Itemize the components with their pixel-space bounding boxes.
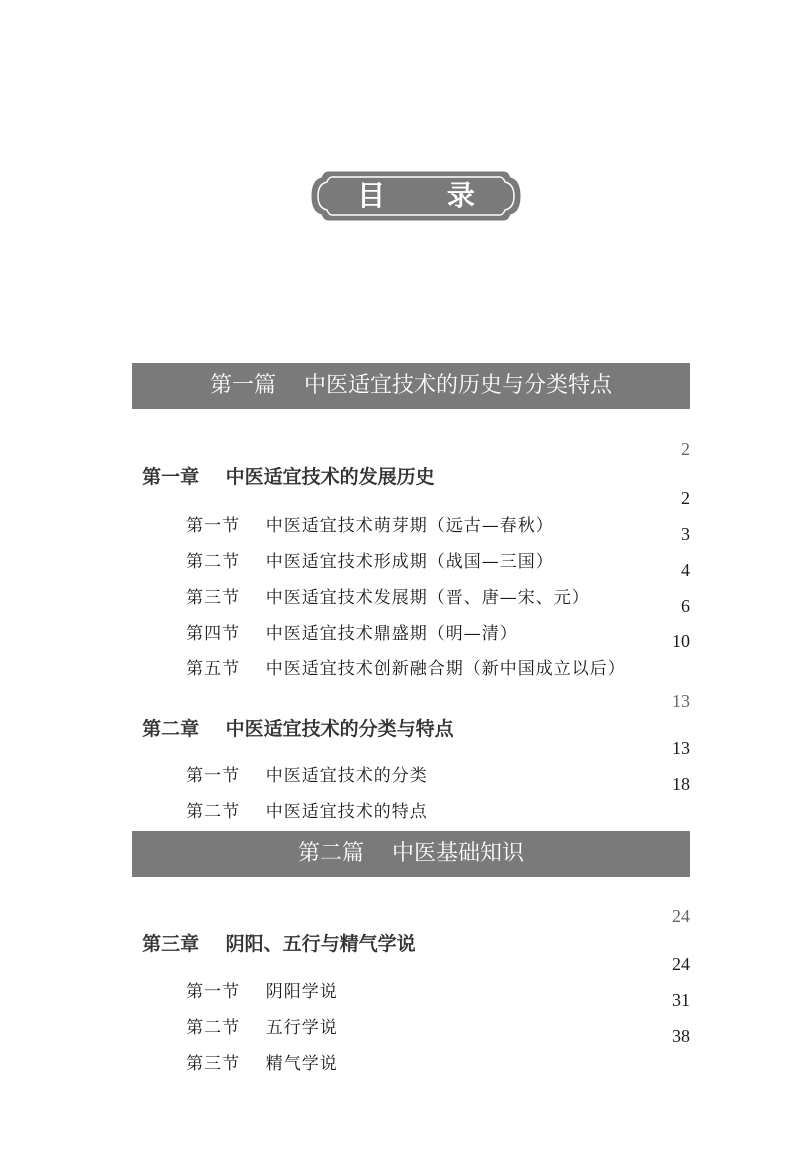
section-title: 第二节 五行学说 — [186, 1018, 338, 1038]
toc-section-entry[interactable] — [176, 520, 690, 572]
toc-section-entry[interactable] — [176, 556, 690, 608]
section-title: 第一节 阴阳学说 — [186, 982, 338, 1002]
page-number: 2 — [681, 439, 690, 459]
part-banner: 第一篇 中医适宜技术的历史与分类特点 — [132, 363, 690, 409]
toc-chapter-entry[interactable] — [132, 435, 690, 488]
page-number: 4 — [681, 560, 690, 580]
section-title: 第四节 中医适宜技术鼎盛期（明—清） — [186, 624, 518, 644]
section-title: 第一节 中医适宜技术的分类 — [186, 766, 428, 786]
section-title: 第五节 中医适宜技术创新融合期（新中国成立以后） — [186, 659, 626, 679]
page-number: 24 — [672, 906, 690, 926]
toc-section-entry[interactable] — [176, 484, 690, 536]
toc-chapter-entry[interactable] — [132, 687, 690, 740]
toc-section-entry[interactable] — [176, 627, 690, 679]
toc-chapter-entry[interactable] — [132, 902, 690, 955]
page-number: 38 — [672, 1026, 690, 1046]
page-number: 10 — [672, 631, 690, 651]
page-number: 24 — [672, 954, 690, 974]
page-number: 6 — [681, 596, 690, 616]
page-number: 2 — [681, 488, 690, 508]
page-number: 13 — [672, 738, 690, 758]
chapter-title: 第三章 阴阳、五行与精气学说 — [142, 933, 416, 955]
toc-section-entry[interactable] — [176, 1022, 690, 1074]
toc-section-entry[interactable] — [176, 770, 690, 822]
chapter-title: 第二章 中医适宜技术的分类与特点 — [142, 718, 454, 740]
page-number: 31 — [672, 990, 690, 1010]
section-title: 第三节 精气学说 — [186, 1054, 338, 1074]
section-title: 第二节 中医适宜技术的特点 — [186, 802, 428, 822]
page-number: 18 — [672, 774, 690, 794]
toc-title: 目 录 — [357, 179, 501, 212]
part-banner: 第二篇 中医基础知识 — [132, 831, 690, 877]
page-number: 3 — [681, 524, 690, 544]
page-number: 13 — [672, 691, 690, 711]
chapter-title: 第一章 中医适宜技术的发展历史 — [142, 466, 435, 488]
section-title: 第一节 中医适宜技术萌芽期（远古—春秋） — [186, 516, 554, 536]
section-title: 第三节 中医适宜技术发展期（晋、唐—宋、元） — [186, 588, 590, 608]
section-title: 第二节 中医适宜技术形成期（战国—三国） — [186, 552, 554, 572]
toc-title-plaque — [310, 170, 522, 222]
